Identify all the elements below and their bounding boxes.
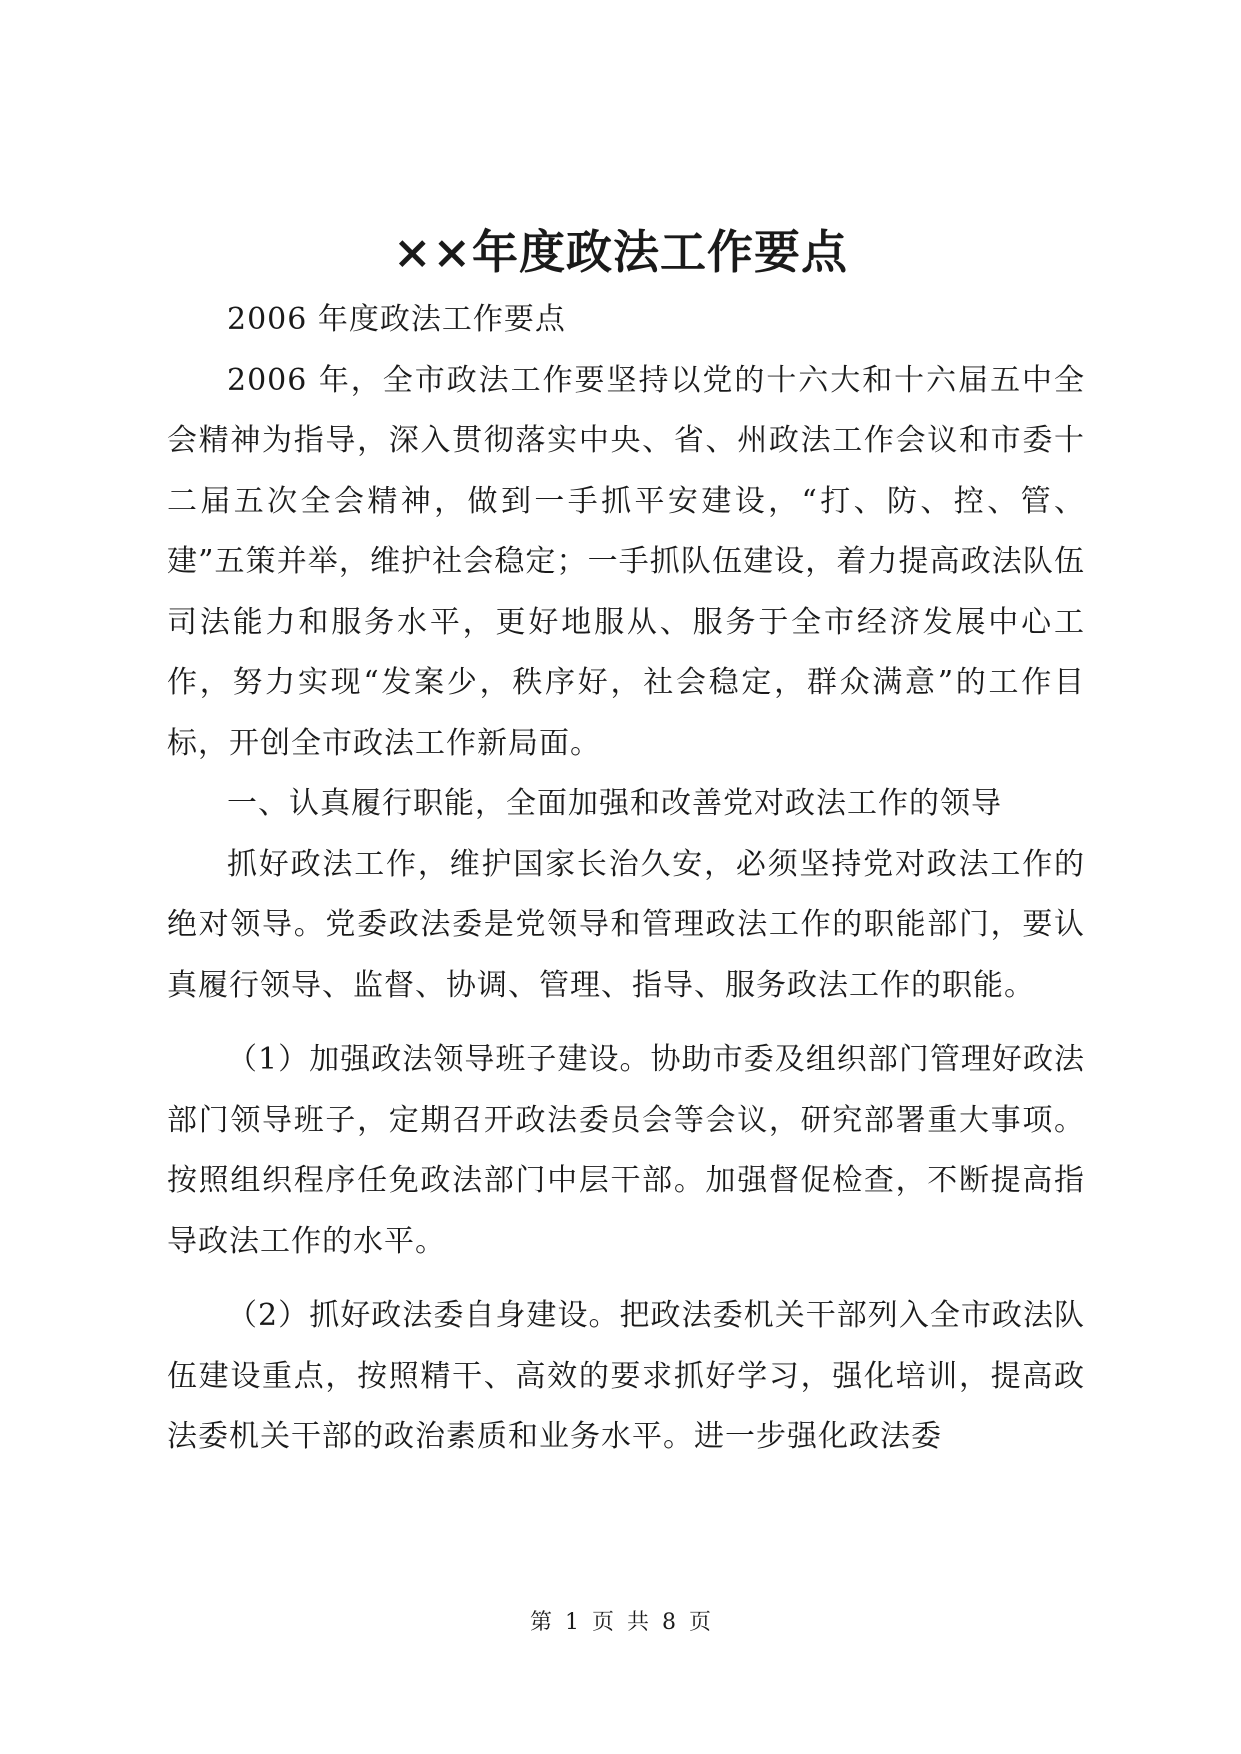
page-footer: 第 1 页 共 8 页 xyxy=(530,1610,711,1635)
document-body xyxy=(167,290,1085,1468)
section-1-paragraph: 抓好政法工作，维护国家长治久安，必须坚持党对政法工作的绝对领导。党委政法委是党领导和管理政法工作的职能部门，要认真履行领导、监督、协调、管理、指导、服务政法工作的职能。 xyxy=(167,846,1085,1003)
item-2-paragraph: （2）抓好政法委自身建设。把政法委机关干部列入全市政法队伍建设重点，按照精干、高效的要求抓好学习，强化培训，提高政法委机关干部的政治素质和业务水平。进一步强化政法委 xyxy=(167,1298,1085,1454)
subtitle-paragraph: 2006 年度政法工作要点 xyxy=(227,302,566,337)
item-1-paragraph: （1）加强政法领导班子建设。协助市委及组织部门管理好政法部门领导班子，定期召开政法委员会等会议，研究部署重大事项。按照组织程序任免政法部门中层干部。加强督促检查，不断提高指导政法工作的水平。 xyxy=(167,1042,1085,1259)
section-heading-1: 一、认真履行职能，全面加强和改善党对政法工作的领导 xyxy=(227,786,1002,821)
intro-paragraph: 2006 年，全市政法工作要坚持以党的十六大和十六届五中全会精神为指导，深入贯彻落实中央、省、州政法工作会议和市委十二届五次全会精神，做到一手抓平安建设，“打、防、控、管、建”五策并举，维护社会稳定；一手抓队伍建设，着力提高政法队伍司法能力和服务水平，更好地服从、服务于全市经济发展中心工作，努力实现“发案少，秩序好，社会稳定，群众满意”的工作目标，开创全市政法工作新局面。 xyxy=(167,362,1085,761)
document-title: ××年度政法工作要点 xyxy=(392,225,849,279)
